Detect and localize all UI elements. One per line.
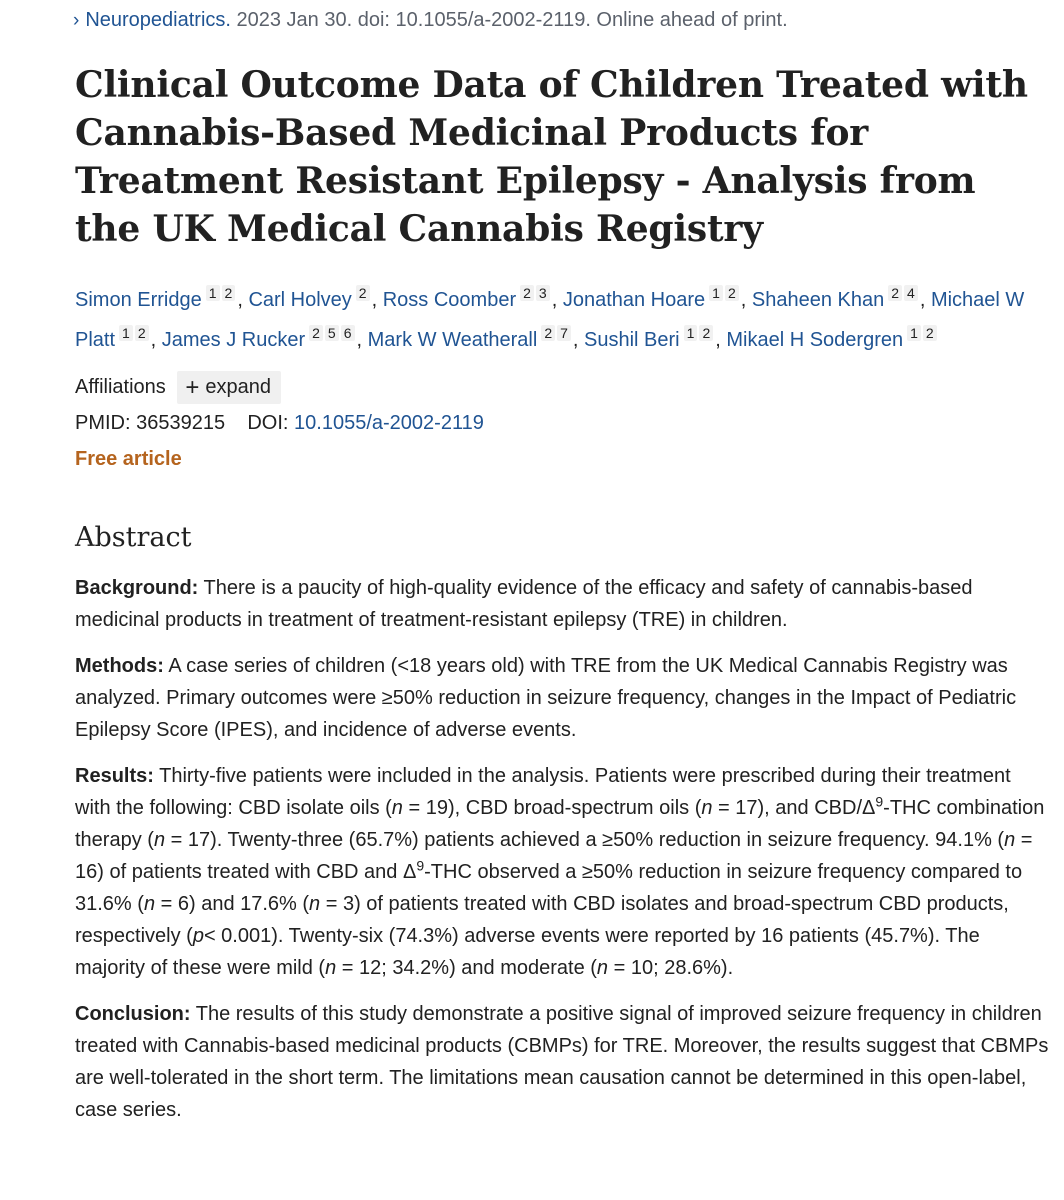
author-link[interactable]: Mikael H Sodergren	[726, 329, 904, 351]
affiliation-ref[interactable]: 2	[356, 285, 370, 301]
affiliation-ref[interactable]: 4	[904, 285, 918, 301]
affiliation-refs	[309, 316, 356, 348]
results-segment: = 6) and 17.6% (	[155, 893, 310, 915]
journal-link[interactable]: Neuropediatrics.	[85, 9, 231, 31]
expand-label: expand	[205, 376, 271, 398]
identifiers	[75, 404, 1050, 442]
doi-label: DOI:	[247, 412, 289, 434]
author-separator: ,	[150, 329, 162, 351]
affiliation-ref[interactable]: 7	[557, 325, 571, 341]
abstract-methods	[75, 650, 1050, 746]
citation-details: 2023 Jan 30. doi: 10.1055/a-2002-2119. Online ahead of print.	[230, 9, 788, 31]
affiliations-row	[75, 370, 1050, 404]
affiliation-refs	[206, 276, 238, 308]
abstract-results	[75, 760, 1050, 984]
results-segment: < 0.001). Twenty-six (74.3%) adverse events were reported by 16 patients (45.7%). The majority of these were mild (	[75, 925, 980, 979]
author-link[interactable]: Shaheen Khan	[751, 289, 885, 311]
results-segment: -THC combination therapy (	[75, 797, 1045, 851]
author-link[interactable]: Michael W Platt	[75, 289, 1025, 351]
author-list	[75, 276, 1050, 356]
affiliations-label: Affiliations	[75, 376, 166, 398]
affiliation-refs	[684, 316, 716, 348]
methods-label: Methods:	[75, 655, 164, 677]
affiliation-refs	[541, 316, 573, 348]
affiliation-ref[interactable]: 1	[119, 325, 133, 341]
background-label: Background:	[75, 577, 199, 599]
results-segment: -THC observed a ≥50% reduction in seizure frequency compared to 31.6% (	[75, 861, 1023, 915]
author-separator: ,	[740, 289, 752, 311]
results-segment: = 16) of patients treated with CBD and Δ	[75, 829, 1033, 883]
author-separator: ,	[551, 289, 563, 311]
plus-icon: +	[185, 374, 200, 401]
results-segment: = 17), and CBD/Δ	[712, 797, 876, 819]
author-link[interactable]: Jonathan Hoare	[562, 289, 706, 311]
pmid-label: PMID:	[75, 412, 131, 434]
abstract-conclusion	[75, 998, 1050, 1126]
affiliation-ref[interactable]: 2	[309, 325, 323, 341]
results-segment: = 19), CBD broad-spectrum oils (	[402, 797, 702, 819]
affiliation-ref[interactable]: 2	[888, 285, 902, 301]
affiliation-ref[interactable]: 2	[541, 325, 555, 341]
affiliation-ref[interactable]: 6	[341, 325, 355, 341]
author-link[interactable]: Ross Coomber	[382, 289, 517, 311]
results-segment: p	[192, 925, 204, 947]
author-link[interactable]: Simon Erridge	[75, 289, 202, 311]
affiliation-ref[interactable]: 2	[725, 285, 739, 301]
author-separator: ,	[237, 289, 249, 311]
journal-citation	[73, 0, 1050, 41]
author-separator: ,	[715, 329, 727, 351]
affiliation-ref[interactable]: 2	[520, 285, 534, 301]
author-separator: ,	[356, 329, 368, 351]
affiliation-ref[interactable]: 5	[325, 325, 339, 341]
affiliation-ref[interactable]: 1	[709, 285, 723, 301]
results-segment: n	[309, 893, 321, 915]
results-segment: n	[325, 957, 337, 979]
affiliation-ref[interactable]: 2	[135, 325, 149, 341]
results-text	[75, 765, 1044, 979]
conclusion-label: Conclusion:	[75, 1003, 191, 1025]
results-segment: 9	[875, 793, 884, 810]
author-link[interactable]: Sushil Beri	[584, 329, 680, 351]
results-segment: = 17). Twenty-three (65.7%) patients achieved a ≥50% reduction in seizure frequency. 94.1% (	[165, 829, 1005, 851]
affiliation-ref[interactable]: 1	[907, 325, 921, 341]
affiliation-ref[interactable]: 2	[923, 325, 937, 341]
results-segment: n	[1004, 829, 1016, 851]
results-segment: n	[153, 829, 166, 851]
affiliation-refs	[520, 276, 552, 308]
affiliation-ref[interactable]: 1	[684, 325, 698, 341]
affiliation-refs	[907, 316, 939, 348]
author-separator: ,	[919, 289, 931, 311]
author-link[interactable]: James J Rucker	[161, 329, 306, 351]
free-article-badge: Free article	[75, 448, 182, 470]
affiliation-ref[interactable]: 2	[699, 325, 713, 341]
abstract-background	[75, 572, 1050, 636]
affiliation-ref[interactable]: 1	[206, 285, 220, 301]
results-segment: n	[143, 893, 156, 915]
results-segment: = 3) of patients treated with CBD isolates and broad-spectrum CBD products, respectively (	[75, 893, 1009, 947]
results-segment: Thirty-five patients were included in the analysis. Patients were prescribed during their treatment with the following: CBD isolate oils (	[75, 765, 1011, 819]
results-segment: n	[391, 797, 403, 819]
article-title: Clinical Outcome Data of Children Treated with Cannabis-Based Medicinal Products for Treatment Resistant Epilepsy - Analysis from the UK Medical Cannabis Registry	[75, 64, 1028, 250]
abstract-heading: Abstract	[75, 522, 192, 553]
results-segment: n	[596, 957, 609, 979]
affiliation-refs	[709, 276, 741, 308]
author-separator: ,	[572, 329, 585, 351]
results-segment: = 10; 28.6%).	[608, 957, 734, 979]
results-segment: = 12; 34.2%) and moderate (	[336, 957, 597, 979]
pmid-value: 36539215	[136, 412, 226, 434]
methods-text: A case series of children (<18 years old) with TRE from the UK Medical Cannabis Registry was analyzed. Primary outcomes were ≥50% reduction in seizure frequency, changes in the Impact of Pediatric Epilepsy Score (IPES), and incidence of adverse events.	[75, 655, 1017, 741]
affiliation-refs	[888, 276, 920, 308]
affiliation-refs	[356, 276, 372, 308]
background-text: There is a paucity of high-quality evidence of the efficacy and safety of cannabis-based medicinal products in treatment of treatment-resistant epilepsy (TRE) in children.	[75, 577, 973, 631]
affiliation-ref[interactable]: 3	[536, 285, 550, 301]
affiliation-ref[interactable]: 2	[222, 285, 236, 301]
doi-link[interactable]: 10.1055/a-2002-2119	[294, 412, 484, 434]
results-label: Results:	[75, 765, 154, 787]
author-separator: ,	[371, 289, 383, 311]
affiliation-refs	[119, 316, 151, 348]
conclusion-text: The results of this study demonstrate a positive signal of improved seizure frequency in children treated with Cannabis-based medicinal products (CBMPs) for TRE. Moreover, the results suggest that CBMPs are well-tolerated in the short term. The limitations mean causation cannot be determined in this open-label, case series.	[75, 1003, 1049, 1121]
results-segment: 9	[416, 857, 425, 874]
expand-affiliations-button[interactable]	[177, 371, 281, 404]
author-link[interactable]: Carl Holvey	[248, 289, 352, 311]
results-segment: n	[701, 797, 713, 819]
author-link[interactable]: Mark W Weatherall	[367, 329, 538, 351]
chevron-right-icon[interactable]: ›	[73, 10, 80, 31]
